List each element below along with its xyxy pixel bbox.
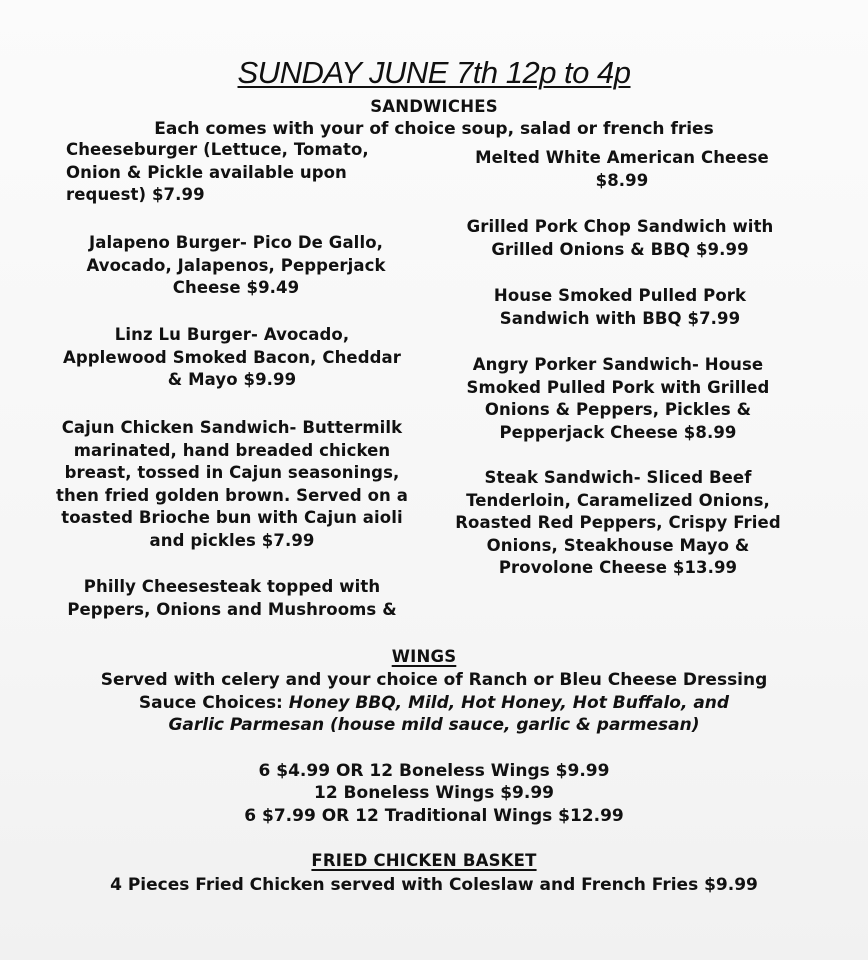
- fried-chicken-heading: FRIED CHICKEN BASKET: [311, 851, 537, 870]
- item-line: & Mayo $9.99: [167, 370, 297, 389]
- item-line: Grilled Pork Chop Sandwich with: [466, 217, 774, 236]
- item-line: Onions, Steakhouse Mayo &: [486, 535, 750, 555]
- wings-served-note: Served with celery and your choice of Ranch or Bleu Cheese Dressing: [100, 670, 768, 690]
- wings-sauce-line-1: [0, 692, 868, 714]
- item-line: Avocado, Jalapenos, Pepperjack: [86, 255, 386, 275]
- menu-item-grilled-pork-chop: [420, 216, 820, 261]
- item-line: Peppers, Onions and Mushrooms &: [67, 599, 397, 619]
- item-line: House Smoked Pulled Pork: [493, 286, 747, 305]
- item-line: toasted Brioche bun with Cajun aioli: [61, 508, 403, 527]
- sauce-choices-list: Honey BBQ, Mild, Hot Honey, Hot Buffalo, and: [288, 693, 730, 713]
- item-line: Applewood Smoked Bacon, Cheddar: [62, 347, 402, 367]
- menu-item-steak-sandwich: [418, 467, 818, 580]
- item-line: Jalapeno Burger- Pico De Gallo,: [88, 233, 384, 252]
- fried-chicken-description: 4 Pieces Fried Chicken served with Coleslaw and French Fries $9.99: [110, 875, 758, 895]
- menu-title: SUNDAY JUNE 7th 12p to 4p: [237, 55, 631, 90]
- item-line: Grilled Onions & BBQ $9.99: [491, 239, 749, 259]
- menu-item-linz-lu-burger: [32, 324, 432, 392]
- item-line: request) $7.99: [66, 185, 205, 204]
- wings-price-2: 12 Boneless Wings $9.99: [313, 783, 555, 803]
- wings-sauce-line-2: Garlic Parmesan (house mild sauce, garlic & parmesan): [168, 715, 700, 735]
- menu-item-jalapeno-burger: [36, 232, 436, 300]
- menu-item-philly-continued: [422, 147, 822, 192]
- sauce-choices-label: Sauce Choices:: [138, 693, 289, 713]
- wings-price-1: 6 $4.99 OR 12 Boneless Wings $9.99: [258, 761, 610, 781]
- item-line: Provolone Cheese $13.99: [498, 558, 738, 577]
- sandwiches-heading: SANDWICHES: [370, 97, 498, 116]
- item-line: Steak Sandwich- Sliced Beef: [484, 468, 752, 487]
- item-line: Roasted Red Peppers, Crispy Fried: [455, 513, 781, 532]
- item-line: breast, tossed in Cajun seasonings,: [64, 463, 400, 482]
- menu-item-philly-cheesesteak: [32, 576, 432, 621]
- item-line: Cheese $9.49: [172, 278, 300, 297]
- item-line: marinated, hand breaded chicken: [73, 440, 391, 460]
- menu-item-cheeseburger: [66, 139, 369, 207]
- menu-item-angry-porker: [418, 354, 818, 444]
- menu-item-house-smoked-pulled-pork: [420, 285, 820, 330]
- sandwiches-note: Each comes with your of choice soup, salad or french fries: [154, 119, 714, 139]
- menu-item-cajun-chicken-sandwich: [32, 417, 432, 552]
- item-line: Onion & Pickle available upon: [66, 162, 347, 182]
- item-line: Pepperjack Cheese $8.99: [499, 422, 737, 442]
- wings-heading: WINGS: [391, 647, 457, 666]
- item-line: Tenderloin, Caramelized Onions,: [466, 490, 770, 510]
- item-line: then fried golden brown. Served on a: [56, 485, 408, 505]
- item-line: Onions & Peppers, Pickles &: [484, 400, 752, 419]
- item-line: Cheeseburger (Lettuce, Tomato,: [66, 140, 369, 159]
- item-line: Smoked Pulled Pork with Grilled: [466, 377, 770, 397]
- item-line: Angry Porker Sandwich- House: [472, 355, 764, 374]
- item-line: Linz Lu Burger- Avocado,: [114, 325, 350, 344]
- item-line: $8.99: [595, 170, 649, 190]
- wings-price-3: 6 $7.99 OR 12 Traditional Wings $12.99: [244, 806, 624, 826]
- item-line: Melted White American Cheese: [475, 148, 769, 167]
- item-line: Philly Cheesesteak topped with: [83, 577, 381, 596]
- item-line: Cajun Chicken Sandwich- Buttermilk: [61, 418, 403, 437]
- item-line: and pickles $7.99: [149, 530, 315, 550]
- item-line: Sandwich with BBQ $7.99: [499, 308, 741, 328]
